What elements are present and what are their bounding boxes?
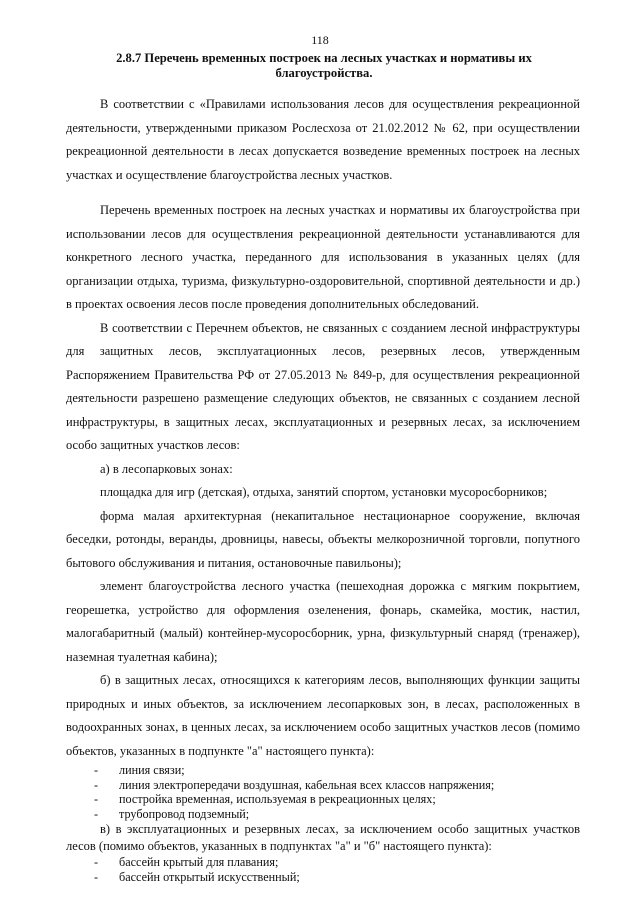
list-item: - трубопровод подземный; — [66, 807, 580, 822]
list-item: - бассейн открытый искусственный; — [66, 870, 580, 885]
list-item: - линия электропередачи воздушная, кабельная всех классов напряжения; — [66, 778, 580, 793]
paragraph: форма малая архитектурная (некапитальное нестационарное сооружение, включая беседки, ротонды, веранды, дровницы, навесы, объекты мелкорозничной торговли, попутного бытового обслуживания и питания, остановочные павильоны); — [66, 508, 580, 570]
paragraph: В соответствии с «Правилами использования лесов для осуществления рекреационной деятельности, утвержденными приказом Рослесхоза от 21.02.2012 № 62, при осуществлении рекреационной деятельности в лесах допускается возведение временных построек на лесных участках и осуществление благоустройства лесных участков. — [66, 97, 580, 182]
list-item: - линия связи; — [66, 763, 580, 778]
paragraph: площадка для игр (детская), отдыха, занятий спортом, установки мусоросборников; — [100, 485, 548, 499]
paragraph: элемент благоустройства лесного участка (пешеходная дорожка с мягким покрытием, георешетка, устройство для оформления озеленения, фонарь, скамейка, мостик, настил, малогабаритный (малый) контейнер-мусоросборник, урна, физкультурный снаряд (тренажер), наземная туалетная кабина); — [66, 579, 580, 664]
list-item: - постройка временная, используемая в рекреационных целях; — [66, 792, 580, 807]
document-body — [66, 93, 580, 885]
list-c — [66, 855, 580, 884]
page-number: 118 — [311, 33, 329, 47]
list-b — [66, 763, 580, 821]
section-heading: 2.8.7 Перечень временных построек на лесных участках и нормативы их благоустройства. — [116, 51, 532, 80]
paragraph: Перечень временных построек на лесных участках и нормативы их благоустройства при использовании лесов для осуществления рекреационной деятельности устанавливаются для конкретного лесного участка, переданного для использования в указанных целях (для организации отдыха, туризма, физкультурно-оздоровительной, спортивной деятельности и др.) в проектах освоения лесов после проведения дополнительных обследований. — [66, 203, 580, 311]
list-item: - бассейн крытый для плавания; — [66, 855, 580, 870]
paragraph: В соответствии с Перечнем объектов, не связанных с созданием лесной инфраструктуры для защитных лесов, эксплуатационных лесов, резервных лесов, утвержденным Распоряжением Правительства РФ от 27.05.2013 № 849-р, для осуществления рекреационной деятельности разрешено размещение следующих объектов, не связанных с созданием лесной инфраструктуры, в защитных лесах, эксплуатационных и резервных лесах, за исключением особо защитных участков лесов: — [66, 320, 580, 452]
paragraph: в) в эксплуатационных и резервных лесах, за исключением особо защитных участков лесов (помимо объектов, указанных в подпунктах "а" и "б" настоящего пункта): — [66, 822, 580, 854]
paragraph: а) в лесопарковых зонах: — [100, 461, 233, 476]
paragraph: б) в защитных лесах, относящихся к категориям лесов, выполняющих функции защиты природных и иных объектов, за исключением лесопарковых зон, в лесах, расположенных в водоохранных зонах, в ценных лесах, за исключением особо защитных участков лесов (помимо объектов, указанных в подпункте "а" настоящего пункта): — [66, 673, 580, 758]
